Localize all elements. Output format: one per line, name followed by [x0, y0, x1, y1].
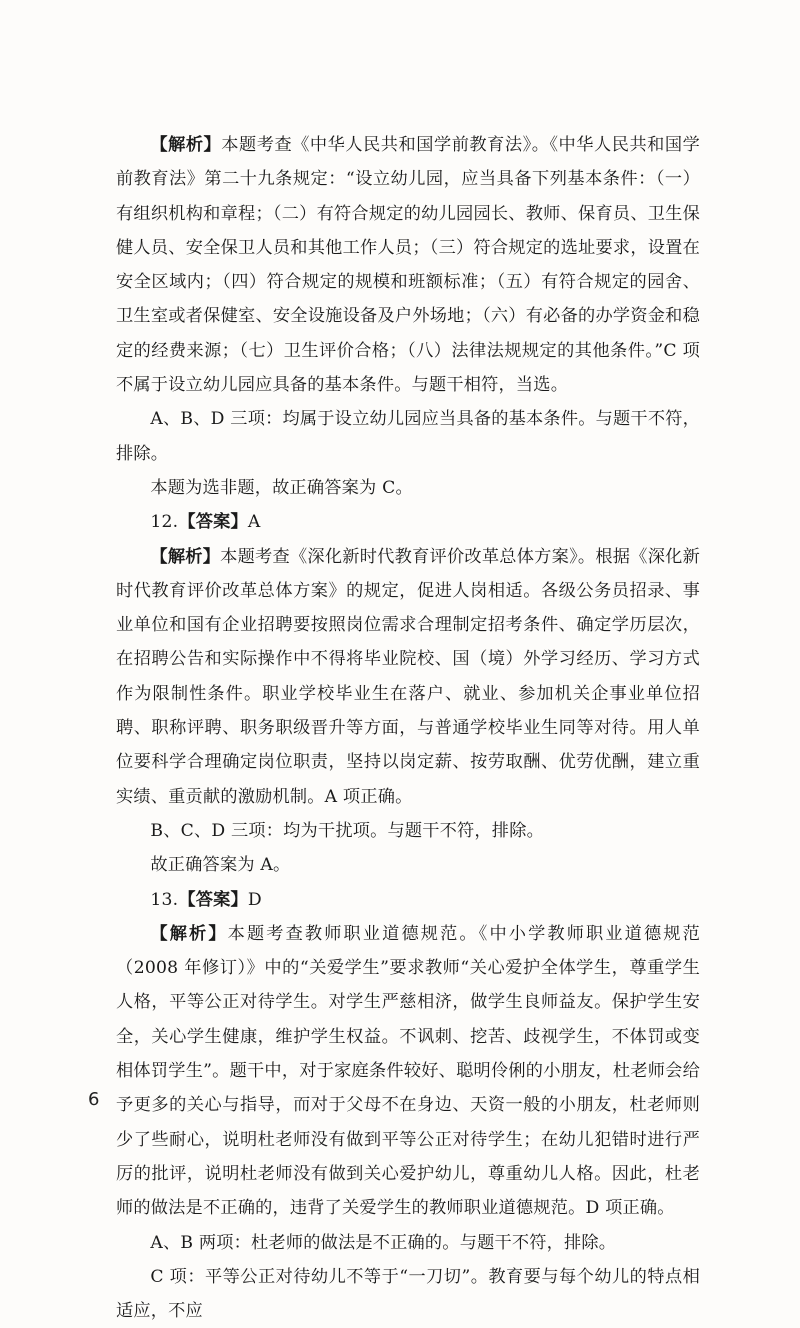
page-body	[116, 128, 700, 1328]
question-number: 13.	[150, 889, 179, 910]
paragraph-analysis-11	[116, 128, 700, 402]
analysis-text: 本题考查《中华人民共和国学前教育法》。《中华人民共和国学前教育法》第二十九条规定：“设立幼儿园，应当具备下列基本条件：（一）有组织机构和章程；（二）有符合规定的幼儿园园长、教师、保育员、卫生保健人员、安全保卫人员和其他工作人员；（三）符合规定的选址要求，设置在安全区域内；（四）符合规定的规模和班额标准；（五）有符合规定的园舍、卫生室或者保健室、安全设施设备及户外场地；（六）有必备的办学资金和稳定的经费来源；（七）卫生评价合格；（八）法律法规规定的其他条件。”C 项不属于设立幼儿园应具备的基本条件。与题干相符，当选。	[116, 135, 700, 396]
answer-line-13	[116, 883, 700, 917]
paragraph-option-note	[116, 402, 700, 471]
answer-line-12	[116, 505, 700, 539]
page-number: 6	[88, 1089, 100, 1110]
paragraph-text: B、C、D 三项：均为干扰项。与题干不符，排除。	[150, 820, 544, 841]
paragraph-answer-conclusion	[116, 471, 700, 505]
paragraph-text: A、B 两项：杜老师的做法是不正确的。与题干不符，排除。	[150, 1232, 617, 1253]
analysis-label: 【解析】	[150, 135, 222, 155]
paragraph-text: A、B、D 三项：均属于设立幼儿园应当具备的基本条件。与题干不符，排除。	[116, 409, 700, 464]
paragraph-option-note	[116, 814, 700, 848]
analysis-text: 本题考查教师职业道德规范。《中小学教师职业道德规范（2008 年修订）》中的“关爱学生”要求教师“关心爱护全体学生，尊重学生人格，平等公正对待学生。对学生严慈相济，做学生良师益友。保护学生安全，关心学生健康，维护学生权益。不讽刺、挖苦、歧视学生，不体罚或变相体罚学生”。题干中，对于家庭条件较好、聪明伶俐的小朋友，杜老师会给予更多的关心与指导，而对于父母不在身边、天资一般的小朋友，杜老师则少了些耐心，说明杜老师没有做到平等公正对待学生；在幼儿犯错时进行严厉的批评，说明杜老师没有做到关心爱护幼儿，尊重幼儿人格。因此，杜老师的做法是不正确的，违背了关爱学生的教师职业道德规范。D 项正确。	[116, 923, 700, 1219]
paragraph-text: 故正确答案为 A。	[150, 855, 291, 876]
paragraph-answer-conclusion	[116, 848, 700, 882]
answer-label: 【答案】	[178, 889, 248, 910]
answer-label: 【答案】	[178, 512, 248, 533]
paragraph-analysis-12	[116, 540, 700, 814]
paragraph-text: 本题为选非题，故正确答案为 C。	[150, 477, 413, 498]
question-number: 12.	[150, 512, 179, 533]
analysis-text: 本题考查《深化新时代教育评价改革总体方案》。根据《深化新时代教育评价改革总体方案》的规定，促进人岗相适。各级公务员招录、事业单位和国有企业招聘要按照岗位需求合理制定招考条件、确定学历层次，在招聘公告和实际操作中不得将毕业院校、国（境）外学习经历、学习方式作为限制性条件。职业学校毕业生在落户、就业、参加机关企事业单位招聘、职称评聘、职务职级晋升等方面，与普通学校毕业生同等对待。用人单位要科学合理确定岗位职责，坚持以岗定薪、按劳取酬、优劳优酬，建立重实绩、重贡献的激励机制。A 项正确。	[116, 546, 700, 807]
paragraph-analysis-13	[116, 917, 700, 1226]
answer-value: D	[247, 889, 262, 910]
paragraph-text: C 项：平等公正对待幼儿不等于“一刀切”。教育要与每个幼儿的特点相适应，不应	[116, 1266, 700, 1322]
paragraph-option-note	[116, 1226, 700, 1260]
answer-value: A	[247, 512, 261, 533]
analysis-label: 【解析】	[150, 546, 221, 567]
analysis-label: 【解析】	[150, 923, 228, 944]
paragraph-option-note	[116, 1260, 700, 1328]
